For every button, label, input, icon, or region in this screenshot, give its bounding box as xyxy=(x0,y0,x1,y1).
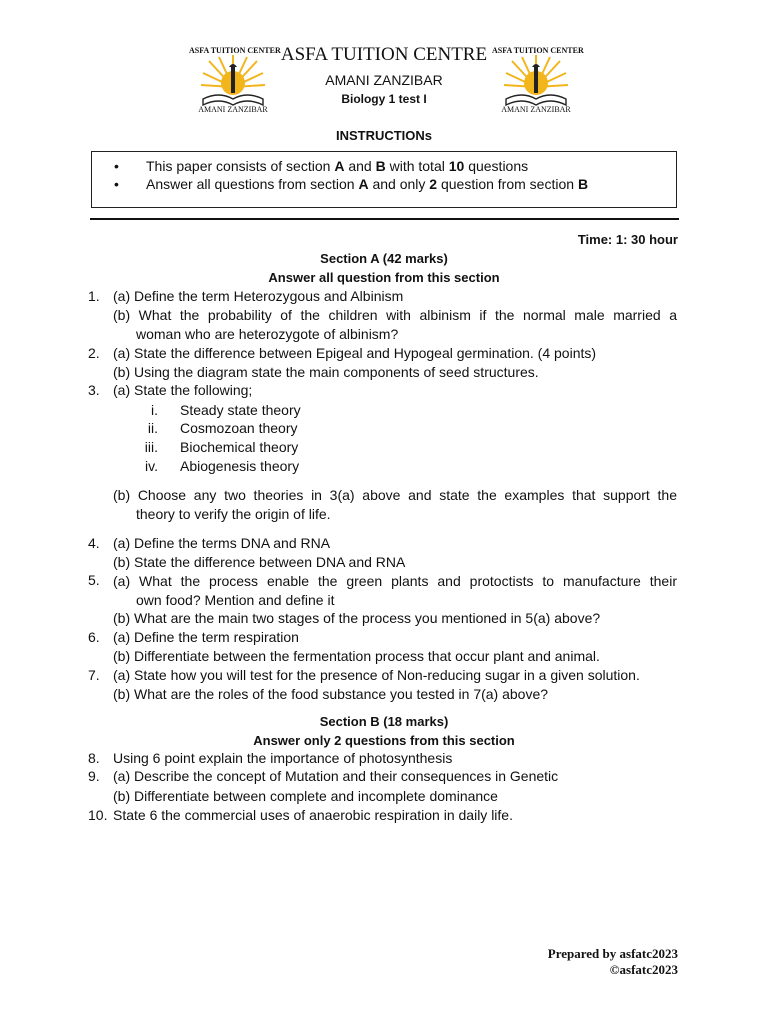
theory-item: Abiogenesis theory xyxy=(180,458,300,474)
question-number: 8. xyxy=(88,750,100,766)
test-title: Biology 1 test I xyxy=(341,92,427,106)
school-location: AMANI ZANZIBAR xyxy=(325,72,443,88)
question-number: 2. xyxy=(88,345,100,361)
instruction-text: This paper consists of section A and B with total 10 questions xyxy=(146,158,529,174)
question-5a-line1: (a) What the process enable the green plants and protoctists to manufacture their xyxy=(113,573,677,589)
question-5a-line2: own food? Mention and define it xyxy=(136,592,335,608)
question-number: 3. xyxy=(88,382,100,398)
question-1b xyxy=(113,306,677,344)
question-number: 9. xyxy=(88,768,100,784)
prepared-by: Prepared by asfatc2023 xyxy=(547,946,678,961)
question-3a: (a) State the following; xyxy=(113,382,253,398)
question-6a: (a) Define the term respiration xyxy=(113,629,299,645)
question-number: 4. xyxy=(88,535,100,551)
theory-item: Steady state theory xyxy=(180,402,301,418)
question-10: State 6 the commercial uses of anaerobic respiration in daily life. xyxy=(113,807,513,823)
question-9a: (a) Describe the concept of Mutation and their consequences in Genetic xyxy=(113,768,559,784)
bullet-icon: • xyxy=(114,176,119,192)
question-7b: (b) What are the roles of the food substance you tested in 7(a) above? xyxy=(113,686,549,702)
question-2a: (a) State the difference between Epigeal and Hypogeal germination. (4 points) xyxy=(113,345,597,361)
bullet-icon: • xyxy=(114,158,119,174)
question-3b-line1: (b) Choose any two theories in 3(a) above and state the examples that support the xyxy=(113,487,677,503)
question-number: 6. xyxy=(88,629,100,645)
question-1a: (a) Define the term Heterozygous and Albinism xyxy=(113,288,404,304)
question-3b-line2: theory to verify the origin of life. xyxy=(136,506,331,522)
theory-item: Biochemical theory xyxy=(180,439,299,455)
question-number: 5. xyxy=(88,572,100,588)
section-b-subtitle: Answer only 2 questions from this section xyxy=(253,733,515,748)
logo-caption: ASFA TUITION CENTER xyxy=(189,46,281,55)
question-2b: (b) Using the diagram state the main components of seed structures. xyxy=(113,364,539,380)
question-5a xyxy=(113,572,677,610)
roman-numeral: ii. xyxy=(147,420,158,436)
instructions-heading: INSTRUCTIONs xyxy=(335,128,433,143)
section-b-title: Section B (18 marks) xyxy=(319,714,449,729)
question-5b: (b) What are the main two stages of the process you mentioned in 5(a) above? xyxy=(113,610,601,626)
question-number: 10. xyxy=(88,807,108,823)
theory-item: Cosmozoan theory xyxy=(180,420,298,436)
question-4a: (a) Define the terms DNA and RNA xyxy=(113,535,331,551)
question-6b: (b) Differentiate between the fermentation process that occur plant and animal. xyxy=(113,648,600,664)
roman-numeral: iii. xyxy=(144,439,158,455)
question-1b-line2: woman who are heterozygote of albinism? xyxy=(136,326,399,342)
logo-bottom-text: AMANI ZANZIBAR xyxy=(501,105,571,114)
school-name: ASFA TUITION CENTRE xyxy=(280,44,488,65)
copyright: ©asfatc2023 xyxy=(609,962,678,977)
logo-bottom-text: AMANI ZANZIBAR xyxy=(198,105,268,114)
question-number: 1. xyxy=(88,288,100,304)
section-a-subtitle: Answer all question from this section xyxy=(268,270,500,285)
instructions-box xyxy=(91,151,677,208)
question-3b xyxy=(113,486,677,524)
instruction-text: Answer all questions from section A and only 2 question from section B xyxy=(146,176,589,192)
question-1b-line1: (b) What the probability of the children with albinism if the normal male married a xyxy=(113,307,677,323)
time-allowed: Time: 1: 30 hour xyxy=(577,232,678,247)
question-9b: (b) Differentiate between complete and incomplete dominance xyxy=(113,788,498,804)
question-7a: (a) State how you will test for the presence of Non-reducing sugar in a given solution. xyxy=(113,667,640,683)
header-divider xyxy=(90,218,679,220)
logo-caption: ASFA TUITION CENTER xyxy=(492,46,584,55)
question-number: 7. xyxy=(88,667,100,683)
roman-numeral: iv. xyxy=(145,458,158,474)
question-8: Using 6 point explain the importance of photosynthesis xyxy=(113,750,453,766)
question-4b: (b) State the difference between DNA and RNA xyxy=(113,554,406,570)
section-a-title: Section A (42 marks) xyxy=(320,251,448,266)
roman-numeral: i. xyxy=(151,402,158,418)
